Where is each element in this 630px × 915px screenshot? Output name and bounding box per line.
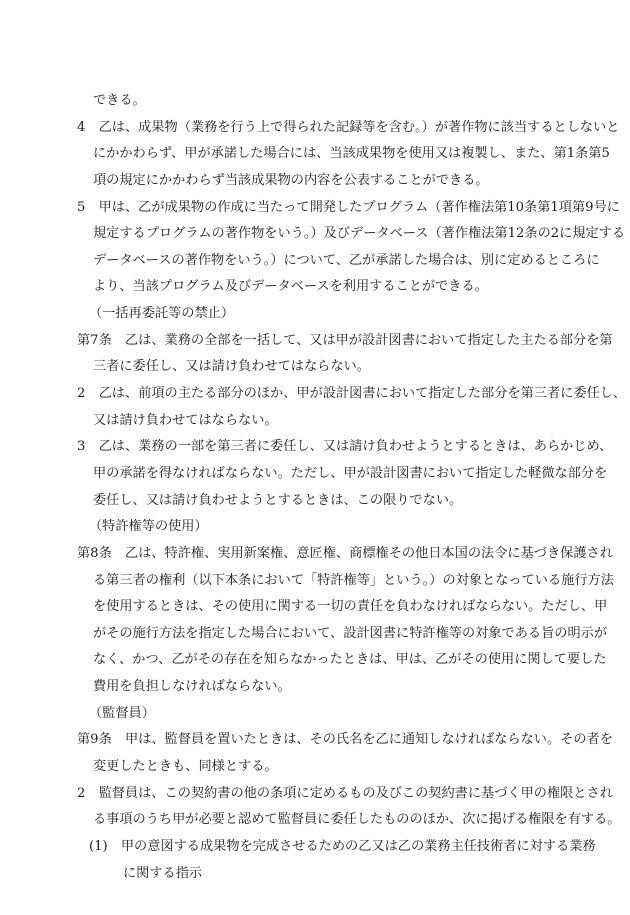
- text-line: る第三者の権利（以下本条において「特許権等」という。）の対象となっている施行方法: [93, 572, 614, 588]
- text-line: 委任し、又は請け負わせようとするときは、この限りでない。: [93, 492, 463, 508]
- text-line: る事項のうち甲が必要と認めて監督員に委任したもののほか、次に掲げる権限を有する。: [93, 812, 621, 828]
- article-8: 第8条 乙は、特許権、実用新案権、意匠権、商標権その他日本国の法令に基づき保護され: [77, 545, 613, 561]
- article-9: 第9条 甲は、監督員を置いたときは、その氏名を乙に通知しなければならない。その者を: [77, 732, 613, 748]
- text-line: データベースの著作物をいう。）について、乙が承諾した場合は、別に定めるところに: [93, 252, 600, 268]
- article-heading: （一括再委託等の禁止）: [89, 306, 235, 322]
- text-line: 甲の承諾を得なければならない。ただし、甲が設計図書において指定した軽微な部分を: [93, 465, 608, 481]
- item-1: (1) 甲の意図する成果物を完成させるための乙又は乙の業務主任技術者に対する業務: [89, 838, 596, 854]
- clause-4: 4 乙は、成果物（業務を行う上で得られた記録等を含む。）が著作物に該当するとしないと: [77, 119, 620, 135]
- text-line: に関する指示: [123, 865, 203, 881]
- text-line: がその施行方法を指定した場合において、設計図書に特許権等の対象である旨の明示が: [93, 625, 608, 641]
- text-line: 項の規定にかかわらず当該成果物の内容を公表することができる。: [93, 172, 489, 188]
- text-line: 三者に委任し、又は請け負わせてはならない。: [93, 359, 370, 375]
- text-line: 又は請け負わせてはならない。: [93, 412, 278, 428]
- text-line: にかかわらず、甲が承諾した場合には、当該成果物を使用又は複製し、また、第1条第5: [93, 146, 610, 162]
- text-line: より、当該プログラム及びデータベースを利用することができる。: [93, 279, 488, 295]
- text-line: 費用を負担しなければならない。: [93, 679, 291, 695]
- text-line: できる。: [93, 93, 146, 108]
- text-line: 変更したときも、同様とする。: [93, 759, 278, 775]
- clause-5: 5 甲は、乙が成果物の作成に当たって開発したプログラム（著作権法第10条第1項第9号に: [77, 199, 620, 215]
- article-7: 第7条 乙は、業務の全部を一括して、又は甲が設計図書において指定した主たる部分を第: [77, 332, 613, 348]
- article-heading: （監督員）: [89, 705, 155, 721]
- text-line: を使用するときは、その使用に関する一切の責任を負わなければならない。ただし、甲: [93, 599, 608, 615]
- clause-3: 3 乙は、業務の一部を第三者に委任し、又は請け負わせようとするときは、あらかじめ、: [77, 439, 613, 455]
- clause-2: 2 乙は、前項の主たる部分のほか、甲が設計図書において指定した部分を第三者に委任し、: [77, 386, 627, 402]
- article-heading: （特許権等の使用）: [89, 519, 208, 535]
- text-line: 規定するプログラムの著作物をいう。）及びデータベース（著作権法第12条の2に規定する: [93, 226, 626, 242]
- clause-2: 2 監督員は、この契約書の他の条項に定めるもの及びこの契約書に基づく甲の権限とされ: [77, 785, 613, 801]
- contract-text: [77, 88, 627, 887]
- text-line: なく、かつ、乙がその存在を知らなかったときは、甲は、乙がその使用に関して要した: [93, 652, 607, 668]
